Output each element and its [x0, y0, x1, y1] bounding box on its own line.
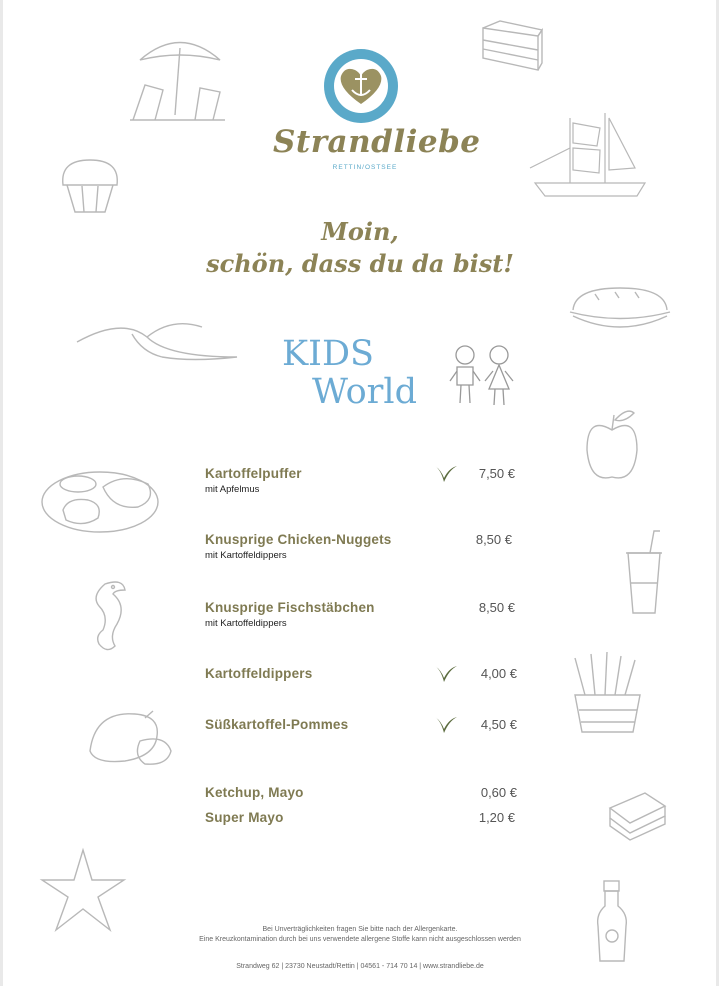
- item-description: mit Apfelmus: [205, 484, 260, 495]
- anchor-heart-badge-icon: [313, 46, 409, 126]
- toast-sandwich-icon: [605, 788, 670, 843]
- greeting-line-1: Moin,: [321, 217, 399, 246]
- menu-item: [205, 785, 535, 800]
- item-name: Kartoffeldippers: [205, 666, 313, 681]
- menu-item: [205, 666, 535, 681]
- apple-icon: [582, 405, 642, 485]
- item-price: 4,00 €: [480, 666, 517, 681]
- allergy-notice: [110, 925, 610, 945]
- greeting: [200, 216, 520, 280]
- menu-item: [205, 466, 535, 495]
- item-description: mit Kartoffeldippers: [205, 618, 287, 629]
- kids-stick-figures-icon: [447, 343, 517, 411]
- fries-basket-icon: [565, 650, 650, 735]
- item-name: Kartoffelpuffer: [205, 466, 302, 481]
- muffin-icon: [55, 150, 125, 220]
- menu-item: [205, 600, 535, 629]
- item-price: 1,20 €: [478, 810, 515, 825]
- menu-item: [205, 532, 535, 561]
- item-description: mit Kartoffeldippers: [205, 550, 287, 561]
- seagull-icon: [72, 312, 242, 372]
- beach-chairs-umbrella-icon: [125, 30, 235, 125]
- bottle-icon: [590, 876, 635, 966]
- vegetarian-leaf-icon: [433, 715, 459, 735]
- item-name: Knusprige Fischstäbchen: [205, 600, 375, 615]
- address-line: Strandweg 62 | 23730 Neustadt/Rettin | 04561 - 714 70 14 | www.strandliebe.de: [236, 963, 484, 970]
- vegetarian-leaf-icon: [433, 664, 459, 684]
- section-title: [282, 335, 417, 411]
- seahorse-icon: [85, 576, 135, 656]
- brand-logo: [273, 46, 481, 186]
- sandwich-baguette-icon: [565, 280, 675, 340]
- greeting-line-2: schön, dass du da bist!: [206, 249, 514, 278]
- potato-icon: [85, 706, 175, 768]
- menu-item: [205, 810, 535, 825]
- section-title-line-1: KIDS: [282, 334, 375, 374]
- item-price: 0,60 €: [480, 785, 517, 800]
- brand-name: Strandliebe: [273, 124, 481, 160]
- menu-item: [205, 717, 535, 732]
- cake-slice-icon: [478, 18, 546, 76]
- vegetarian-leaf-icon: [433, 464, 459, 484]
- starfish-icon: [38, 845, 128, 935]
- allergy-line-1: Bei Unverträglichkeiten fragen Sie bitte nach der Allergenkarte.: [262, 926, 458, 933]
- item-price: 8,50 €: [475, 532, 512, 547]
- drink-cup-straw-icon: [622, 528, 667, 618]
- section-title-line-2: World: [312, 372, 417, 412]
- item-price: 8,50 €: [478, 600, 515, 615]
- item-name: Knusprige Chicken-Nuggets: [205, 532, 392, 547]
- brand-subtitle: RETTIN/OSTSEE: [332, 164, 398, 171]
- item-name: Super Mayo: [205, 810, 284, 825]
- item-name: Ketchup, Mayo: [205, 785, 304, 800]
- item-name: Süßkartoffel-Pommes: [205, 717, 349, 732]
- potato-pancakes-plate-icon: [38, 462, 163, 537]
- item-price: 7,50 €: [478, 466, 515, 481]
- allergy-line-2: Eine Kreuzkontamination durch bei uns verwendete allergene Stoffe kann nicht ausgeschlossen werden: [199, 936, 521, 943]
- item-price: 4,50 €: [480, 717, 517, 732]
- sailing-ship-icon: [525, 108, 665, 203]
